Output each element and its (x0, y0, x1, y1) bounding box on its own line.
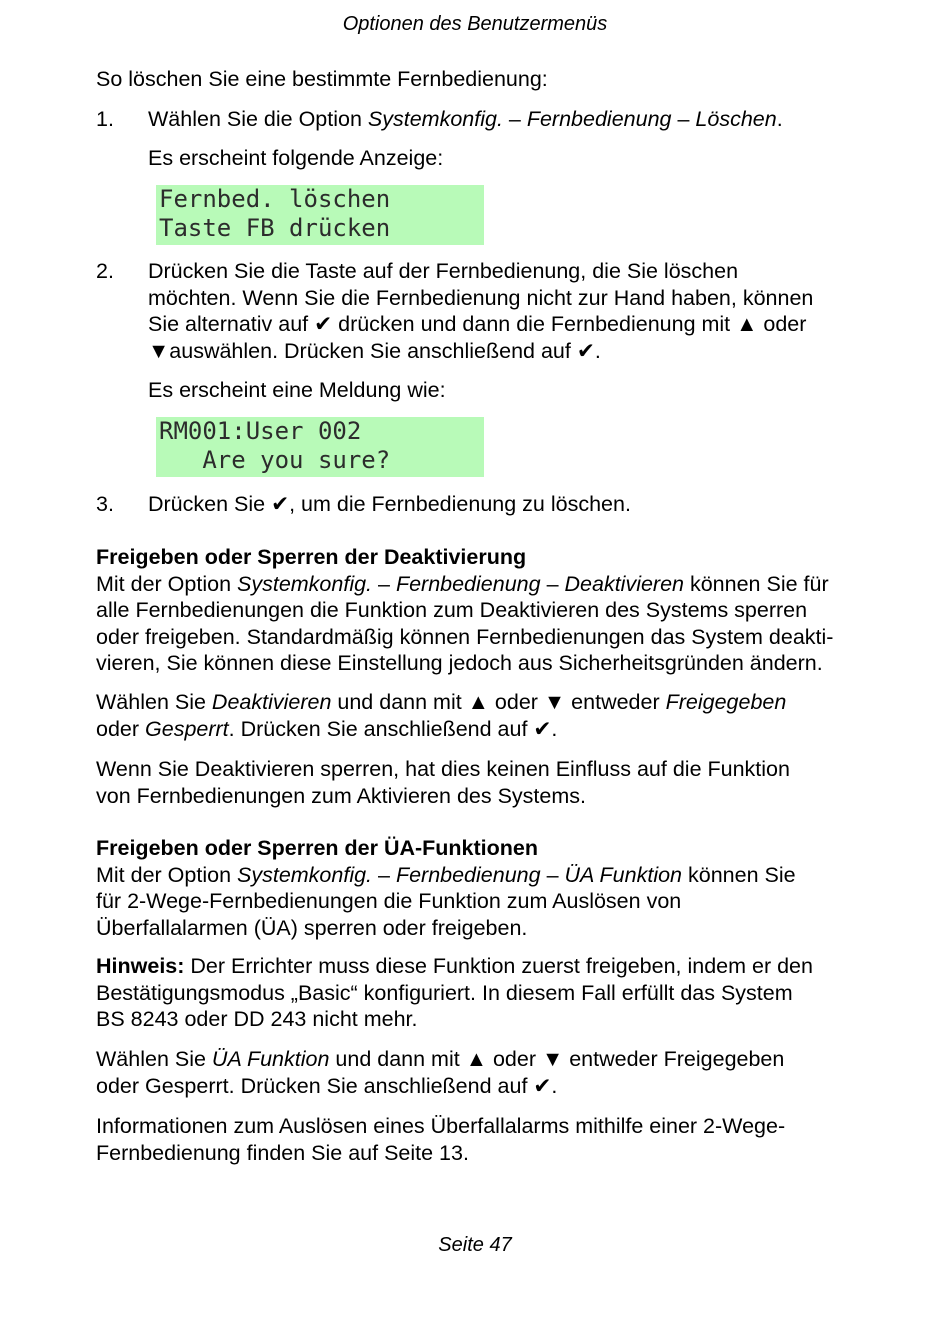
text-line: Fernbedienung finden Sie auf Seite 13. (96, 1140, 469, 1165)
text-line: Mit der Option Systemkonfig. – Fernbedienung – ÜA Funktion können Sie (96, 862, 796, 887)
text-line: Drücken Sie die Taste auf der Fernbedienung, die Sie löschen (148, 259, 739, 283)
text-line: Hinweis: Der Errichter muss diese Funktion zuerst freigeben, indem er den (96, 954, 813, 978)
step-1-text: Wählen Sie die Option Systemkonfig. – Fernbedienung – Löschen. (148, 107, 783, 131)
step-3-number: 3. (96, 492, 114, 516)
text-line: Wählen Sie ÜA Funktion und dann mit ▲ oder ▼ entweder Freigegeben (96, 1047, 785, 1071)
text-line: alle Fernbedienungen die Funktion zum Deaktivieren des Systems sperren (96, 598, 808, 622)
step-3-text: Drücken Sie ✔, um die Fernbedienung zu löschen. (148, 492, 631, 516)
lcd-line: Taste FB drücken (159, 214, 391, 242)
lcd-line: RM001:User 002 (159, 417, 362, 445)
step-2-text (148, 258, 813, 364)
lcd-display-1 (156, 185, 484, 245)
display-intro-2: Es erscheint eine Meldung wie: (148, 378, 446, 402)
text-line: Informationen zum Auslösen eines Überfallalarms mithilfe einer 2-Wege- (96, 1114, 786, 1138)
text-line: Wählen Sie Deaktivieren und dann mit ▲ oder ▼ entweder Freigegeben (96, 690, 787, 714)
text-line: BS 8243 oder DD 243 nicht mehr. (96, 1007, 418, 1031)
text-line: oder Gesperrt. Drücken Sie anschließend auf ✔. (96, 1073, 558, 1098)
lcd-line: Are you sure? (159, 446, 391, 474)
text-line: möchten. Wenn Sie die Fernbedienung nicht zur Hand haben, können (148, 285, 814, 310)
step-2-number: 2. (96, 259, 114, 283)
page-footer: Seite 47 (438, 1234, 512, 1256)
text-line: oder Gesperrt. Drücken Sie anschließend auf ✔. (96, 716, 558, 741)
text-line: Sie alternativ auf ✔ drücken und dann die Fernbedienung mit ▲ oder (148, 312, 807, 336)
display-intro-1: Es erscheint folgende Anzeige: (148, 146, 444, 170)
section-deaktivierung-para-2 (96, 689, 786, 742)
step-1-number: 1. (96, 107, 114, 131)
intro-text: So löschen Sie eine bestimmte Fernbedienung: (96, 67, 548, 91)
section-ua-para-3 (96, 1113, 785, 1166)
lcd-display-2 (156, 417, 484, 477)
text-line: Überfallalarmen (ÜA) sperren oder freigeben. (96, 915, 528, 940)
section-heading: Freigeben oder Sperren der Deaktivierung (96, 545, 527, 569)
text-line: für 2-Wege-Fernbedienungen die Funktion zum Auslösen von (96, 889, 682, 913)
text-line: ▼auswählen. Drücken Sie anschließend auf ✔. (148, 338, 601, 363)
section-deaktivierung (96, 544, 833, 677)
text-line: Mit der Option Systemkonfig. – Fernbedienung – Deaktivieren können Sie für (96, 571, 829, 596)
section-heading: Freigeben oder Sperren der ÜA-Funktionen (96, 836, 538, 860)
section-ua-para-2 (96, 1046, 784, 1099)
section-ua-funktionen (96, 835, 796, 941)
section-deaktivierung-para-3 (96, 756, 790, 809)
text-line: von Fernbedienungen zum Aktivieren des Systems. (96, 783, 586, 808)
hinweis-note (96, 953, 813, 1033)
text-line: oder freigeben. Standardmäßig können Fernbedienungen das System deakti- (96, 624, 834, 649)
lcd-line: Fernbed. löschen (159, 185, 391, 213)
text-line: Wenn Sie Deaktivieren sperren, hat dies keinen Einfluss auf die Funktion (96, 757, 790, 781)
text-line: Bestätigungsmodus „Basic“ konfiguriert. In diesem Fall erfüllt das System (96, 980, 793, 1005)
text-line: vieren, Sie können diese Einstellung jedoch aus Sicherheitsgründen ändern. (96, 651, 823, 675)
page-header: Optionen des Benutzermenüs (342, 13, 608, 35)
